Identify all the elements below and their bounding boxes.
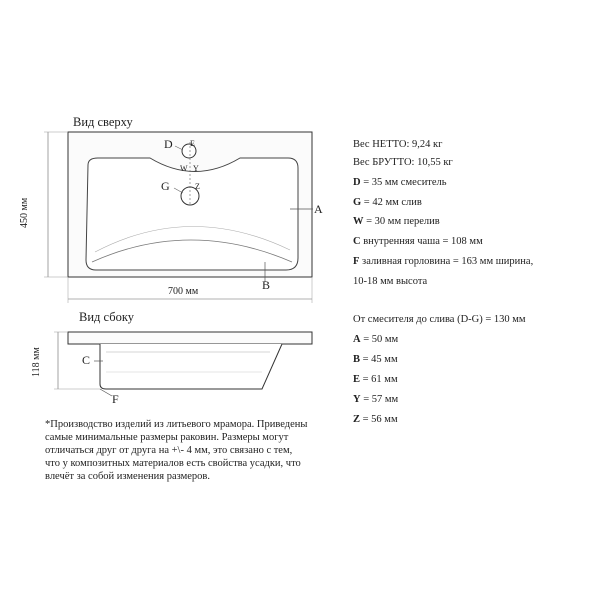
height-dimension: 118 мм — [31, 347, 42, 377]
side-view — [54, 332, 312, 396]
spec-key: G — [353, 197, 362, 208]
offset-line — [353, 353, 398, 366]
offset-text: = 56 мм — [360, 414, 398, 425]
spec-line — [353, 176, 447, 189]
spec-text: = 35 мм смеситель — [360, 177, 447, 188]
width-dimension: 700 мм — [168, 286, 199, 297]
spec-text: заливная горловина = 163 мм ширина, — [359, 256, 534, 267]
spec-text: = 42 мм слив — [361, 197, 422, 208]
callout-A: A — [314, 202, 323, 216]
spec-line — [353, 196, 422, 209]
note-line: что у композитных материалов есть свойства усадки, что — [45, 458, 301, 469]
offset-text: = 57 мм — [360, 394, 399, 405]
offset-key: E — [353, 374, 361, 385]
note-line: влечёт за собой изменения размеров. — [45, 471, 210, 482]
spec-text: = 30 мм перелив — [363, 216, 440, 227]
spec-line — [353, 255, 533, 268]
callout-D: D — [164, 137, 173, 151]
neck-height: 10-18 мм высота — [353, 276, 428, 287]
offset-key: A — [353, 334, 361, 345]
spec-key: W — [353, 216, 364, 227]
offset-text: = 50 мм — [360, 334, 399, 345]
side-view-top-slab — [68, 332, 312, 344]
note-line: самые минимальные размеры раковин. Размеры могут — [45, 432, 289, 443]
leader-F — [100, 389, 112, 396]
note-line: отличаться друг от друга на +\- 4 мм, это связано с тем, — [45, 445, 293, 456]
top-view-bowl — [86, 158, 298, 270]
side-view-label: Вид сбоку — [79, 310, 134, 324]
callout-W: W — [180, 164, 188, 173]
spec-text: внутренняя чаша = 108 мм — [360, 236, 483, 247]
gross-weight: Вес БРУТТО: 10,55 кг — [353, 157, 453, 168]
depth-dimension: 450 мм — [19, 197, 30, 228]
note-line: *Производство изделий из литьевого мрамора. Приведены — [45, 419, 308, 430]
callout-C: C — [82, 353, 91, 367]
callout-G: G — [161, 179, 170, 193]
offset-key: Y — [353, 394, 361, 405]
callout-E: E — [190, 139, 195, 148]
callout-F: F — [112, 392, 119, 406]
offset-key: Z — [353, 414, 361, 425]
spec-key: D — [353, 177, 361, 188]
net-weight: Вес НЕТТО: 9,24 кг — [353, 139, 443, 150]
spec-key: C — [353, 236, 361, 247]
manufacturing-note — [45, 418, 345, 483]
offset-line — [353, 413, 398, 426]
offset-text: = 61 мм — [360, 374, 398, 385]
side-view-bowl — [100, 344, 282, 389]
offset-line — [353, 393, 398, 406]
top-view-label: Вид сверху — [73, 115, 133, 129]
callout-Y: Y — [193, 164, 199, 173]
spec-line — [353, 235, 483, 248]
offset-line — [353, 333, 398, 346]
top-view — [44, 132, 313, 303]
offset-line — [353, 373, 398, 386]
spec-line — [353, 215, 440, 228]
mixer-to-drain: От смесителя до слива (D-G) = 130 мм — [353, 314, 526, 325]
callout-B: B — [262, 278, 271, 292]
spec-key: F — [353, 256, 360, 267]
offset-key: B — [353, 354, 361, 365]
callout-Z: Z — [195, 182, 200, 191]
offset-text: = 45 мм — [360, 354, 398, 365]
